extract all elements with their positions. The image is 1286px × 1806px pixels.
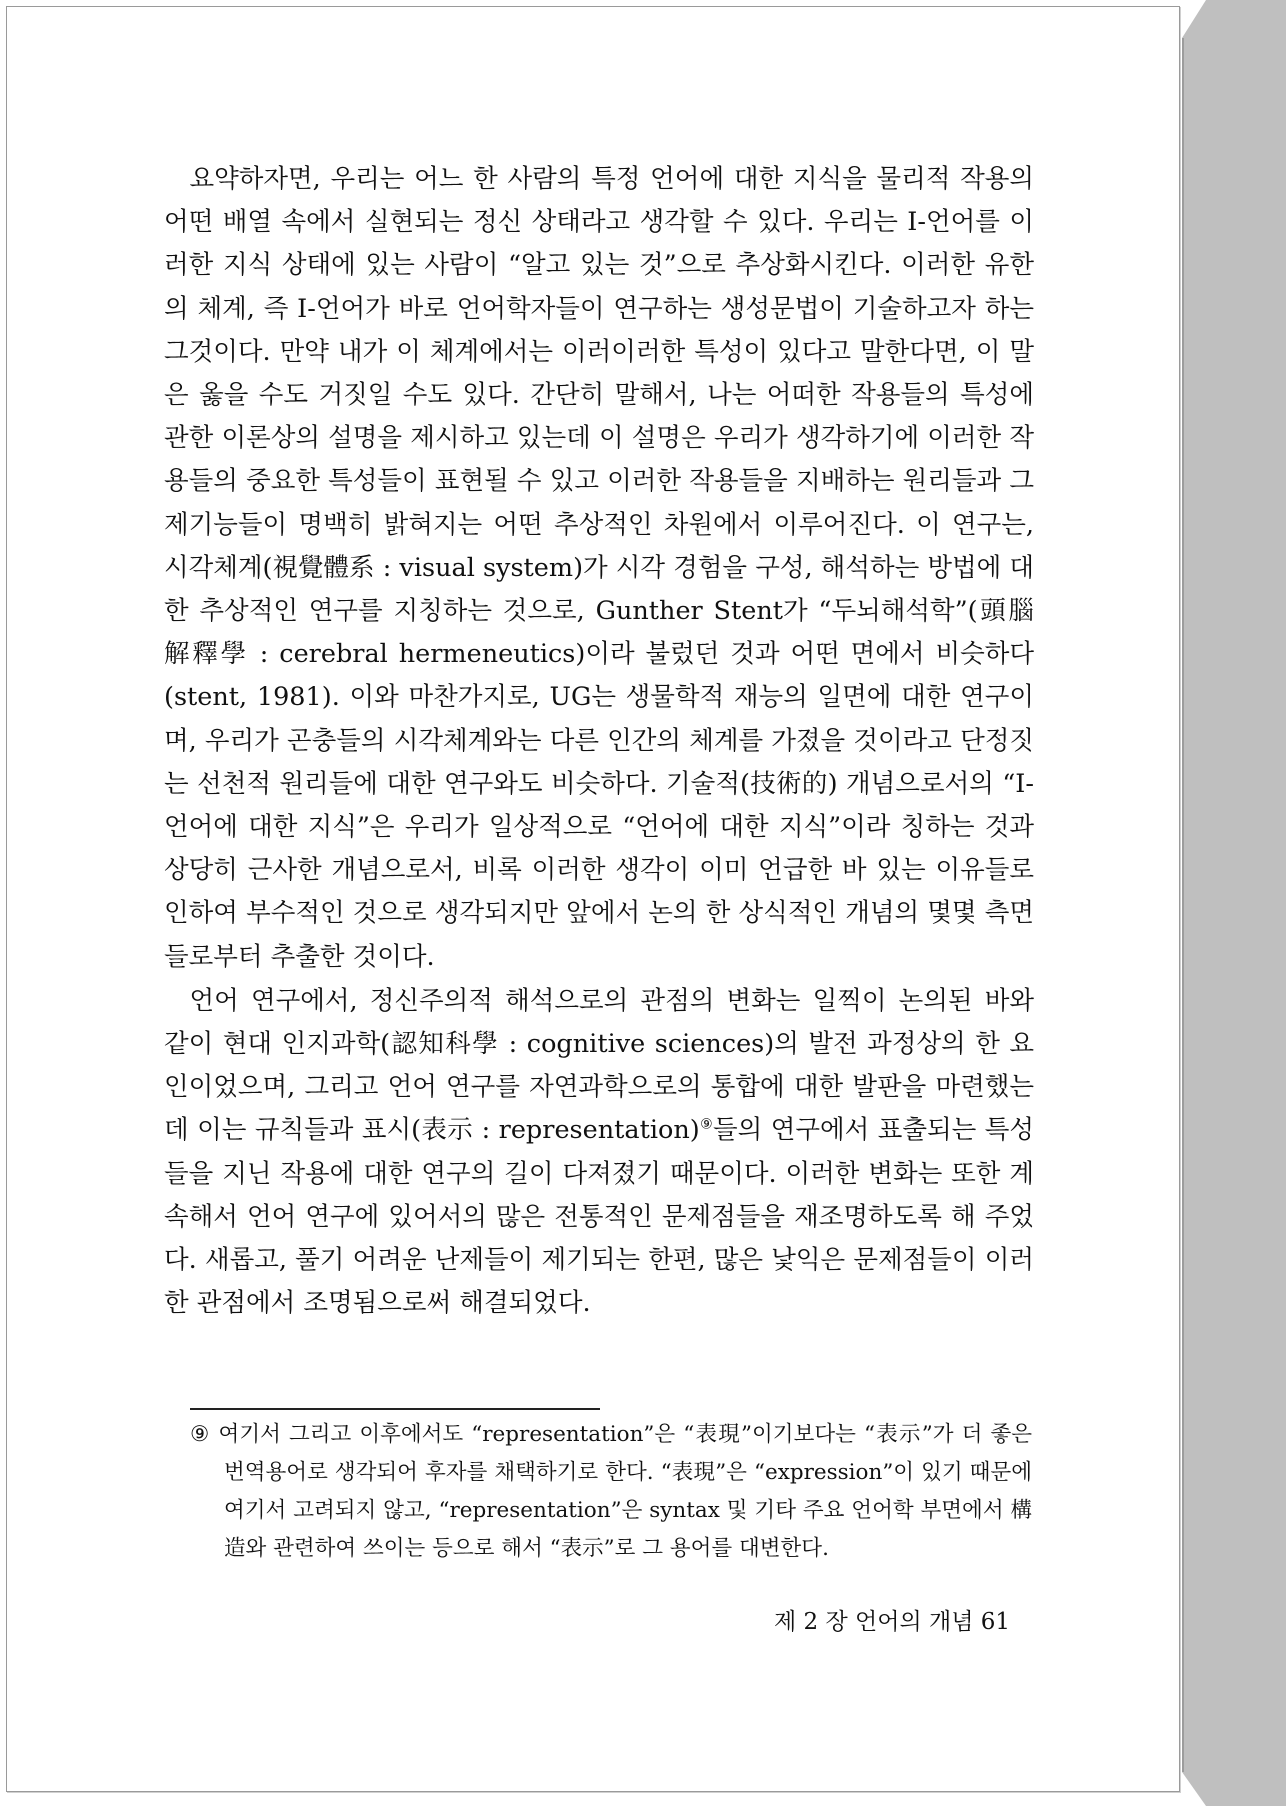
footnote-divider: [190, 1408, 600, 1410]
paragraph-1-text: 요약하자면, 우리는 어느 한 사람의 특정 언어에 대한 지식을 물리적 작용의 어떤 배열 속에서 실현되는 정신 상태라고 생각할 수 있다. 우리는 I-언어를 이러한 지식 상태에 있는 사람이 “알고 있는 것”으로 추상화시킨다. 이러한 유한의 체계, 즉 I-언어가 바로 언어학자들이 연구하는 생성문법이 기술하고자 하는 그것이다. 만약 내가 이 체계에서는 이러이러한 특성이 있다고 말한다면, 이 말은 옳을 수도 거짓일 수도 있다. 간단히 말해서, 나는 어떠한 작용들의 특성에 관한 이론상의 설명을 제시하고 있는데 이 설명은 우리가 생각하기에 이러한 작용들의 중요한 특성들이 표현될 수 있고 이러한 작용들을 지배하는 원리들과 그 제기능들이 명백히 밝혀지는 어떤 추상적인 차원에서 이루어진다. 이 연구는, 시각체계(視覺體系 : visual system)가 시각 경험을 구성, 해석하는 방법에 대한 추상적인 연구를 지칭하는 것으로, Gunther Stent가 “두뇌해석학”(頭腦解釋學 : cerebral hermeneutics)이라 불렀던 것과 어떤 면에서 비슷하다(stent, 1981). 이와 마찬가지로, UG는 생물학적 재능의 일면에 대한 연구이며, 우리가 곤충들의 시각체계와는 다른 인간의 체계를 가졌을 것이라고 단정짓는 선천적 원리들에 대한 연구와도 비슷하다. 기술적(技術的) 개념으로서의 “I-언어에 대한 지식”은 우리가 일상적으로 “언어에 대한 지식”이라 칭하는 것과 상당히 근사한 개념으로서, 비록 이러한 생각이 이미 언급한 바 있는 이유들로 인하여 부수적인 것으로 생각되지만 앞에서 논의 한 상식적인 개념의 몇몇 측면들로부터 추출한 것이다.: [164, 164, 1034, 972]
paragraph-2: [164, 980, 1034, 1326]
book-spine-line: [1182, 38, 1184, 1772]
footnote-marker: ⑨: [190, 1422, 211, 1447]
book-side-edge: [1182, 0, 1286, 1806]
running-footer: 제 2 장 언어의 개념 61: [774, 1609, 1010, 1635]
paragraph-2-text-b: 들의 연구에서 표출되는 특성들을 지닌 작용에 대한 연구의 길이 다져졌기 때문이다. 이러한 변화는 또한 계속해서 언어 연구에 있어서의 많은 전통적인 문제점들을 재조명하도록 해 주었다. 새롭고, 풀기 어려운 난제들이 제기되는 한편, 많은 낯익은 문제점들이 이러한 관점에서 조명됨으로써 해결되었다.: [164, 1115, 1034, 1319]
footnote-text: 여기서 그리고 이후에서도 “representation”은 “表現”이기보다는 “表示”가 더 좋은 번역용어로 생각되어 후자를 채택하기로 한다. “表現”은 “expression”이 있기 때문에 여기서 고려되지 않고, “representation”은 syntax 및 기타 주요 언어학 부면에서 構造와 관련하여 쓰이는 등으로 해서 “表示”로 그 용어를 대변한다.: [218, 1422, 1033, 1561]
footnote-body: [190, 1416, 1032, 1568]
paragraph-1: [164, 158, 1034, 979]
paragraph-2-text-a: 언어 연구에서, 정신주의적 해석으로의 관점의 변화는 일찍이 논의된 바와 같이 현대 인지과학(認知科學 : cognitive sciences)의 발전 과정상의 한 요인이었으며, 그리고 언어 연구를 자연과학으로의 통합에 대한 발판을 마련했는데 이는 규칙들과 표시(表示 : representation): [164, 985, 1034, 1146]
footnote: [190, 1416, 1032, 1568]
main-text: [164, 158, 1034, 1326]
footnote-reference: ⑨: [699, 1116, 713, 1133]
